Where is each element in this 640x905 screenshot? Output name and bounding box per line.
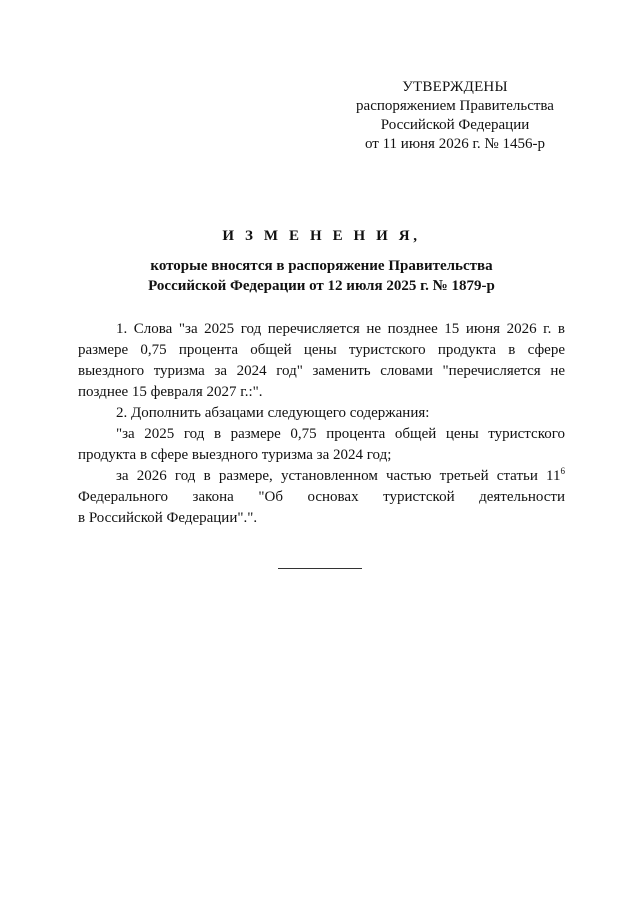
paragraph-4-superscript: 6 bbox=[560, 466, 565, 476]
paragraph-2: 2. Дополнить абзацами следующего содержания: bbox=[116, 405, 430, 421]
paragraph-4 bbox=[78, 466, 565, 508]
paragraph-3: "за 2025 год в размере 0,75 процента общей цены туристского продукта в сфере выездного туризма за 2024 год; bbox=[78, 426, 565, 463]
approval-stamp bbox=[350, 78, 560, 154]
paragraph-4-text: за 2026 год в размере, установленном частью третьей статьи 11 bbox=[116, 468, 561, 484]
paragraph-4-end: в Российской Федерации".". bbox=[78, 510, 258, 526]
subtitle-line-1: которые вносятся в распоряжение Правительства bbox=[150, 258, 493, 274]
approval-line-3: Российской Федерации bbox=[380, 117, 530, 133]
document-title bbox=[78, 226, 565, 296]
title-subtitle bbox=[78, 256, 565, 296]
subtitle-line-2: Российской Федерации от 12 июля 2025 г. № 1879-р bbox=[148, 278, 495, 294]
end-divider bbox=[278, 568, 362, 569]
approval-line-2: распоряжением Правительства bbox=[356, 98, 554, 114]
title-heading: И З М Е Н Е Н И Я, bbox=[222, 228, 421, 244]
paragraph-1: 1. Слова "за 2025 год перечисляется не позднее 15 июня 2026 г. в размере 0,75 процента общей цены туристского продукта в сфере выездного туризма за 2024 год" заменить словами "перечисляется не позднее 15 февраля 2027 г.:". bbox=[78, 321, 565, 400]
paragraph-4-line-2: Федерального закона "Об основах туристской деятельности bbox=[78, 489, 565, 505]
document-body bbox=[78, 319, 565, 529]
approval-line-4: от 11 июня 2026 г. № 1456-р bbox=[365, 136, 545, 152]
approval-heading: УТВЕРЖДЕНЫ bbox=[402, 79, 508, 95]
